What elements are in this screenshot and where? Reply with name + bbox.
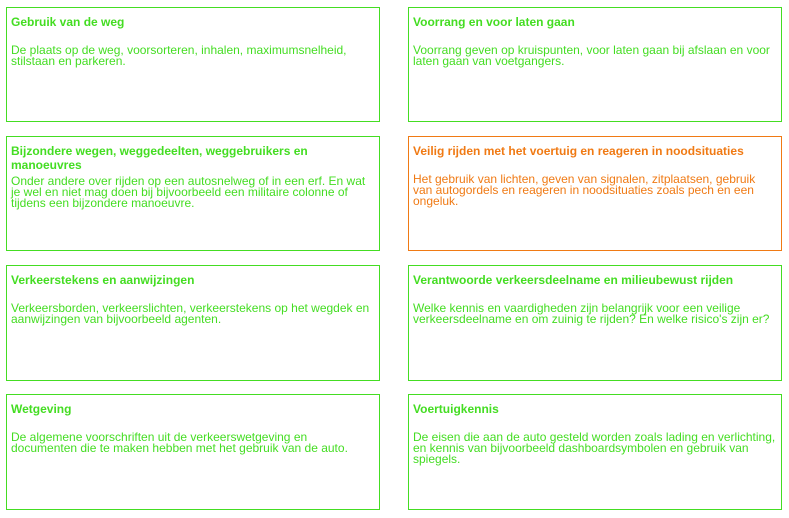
card-title: Gebruik van de weg xyxy=(11,15,125,29)
card-description: De eisen die aan de auto gesteld worden zoals lading en verlichting, en kennis van bijvoorbeeld dashboardsymbolen en gebruik van spiegels. xyxy=(413,430,776,466)
card-description: Verkeersborden, verkeerslichten, verkeerstekens op het wegdek en aanwijzingen van bijvoorbeeld agenten. xyxy=(11,301,370,326)
card-verantwoorde-verkeersdeelname[interactable] xyxy=(408,265,782,381)
card-title: Bijzondere wegen, weggedeelten, weggebruikers en manoeuvres xyxy=(11,144,308,172)
card-title: Veilig rijden met het voertuig en reageren in noodsituaties xyxy=(413,144,744,158)
card-description: De algemene voorschriften uit de verkeerswetgeving en documenten die te maken hebben met het gebruik van de auto. xyxy=(11,430,348,455)
card-description: De plaats op de weg, voorsorteren, inhalen, maximumsnelheid, stilstaan en parkeren. xyxy=(11,43,347,68)
card-title: Voorrang en voor laten gaan xyxy=(413,15,575,29)
card-wetgeving[interactable] xyxy=(6,394,380,510)
card-description: Het gebruik van lichten, geven van signalen, zitplaatsen, gebruik van autogordels en reageren in noodsituaties zoals pech en een ongeluk. xyxy=(413,172,756,208)
card-description: Voorrang geven op kruispunten, voor laten gaan bij afslaan en voor laten gaan van voetgangers. xyxy=(413,43,770,68)
card-verkeerstekens[interactable] xyxy=(6,265,380,381)
card-gebruik-van-de-weg[interactable] xyxy=(6,7,380,122)
card-description: Welke kennis en vaardigheden zijn belangrijk voor een veilige verkeersdeelname en om zuinig te rijden? En welke risico's zijn er? xyxy=(413,301,770,326)
card-title: Verkeerstekens en aanwijzingen xyxy=(11,273,195,287)
card-veilig-rijden[interactable] xyxy=(408,136,782,251)
card-title: Voertuigkennis xyxy=(413,402,499,416)
card-voorrang[interactable] xyxy=(408,7,782,122)
card-voertuigkennis[interactable] xyxy=(408,394,782,510)
card-title: Verantwoorde verkeersdeelname en milieubewust rijden xyxy=(413,273,734,287)
card-bijzondere-wegen[interactable] xyxy=(6,136,380,251)
card-title: Wetgeving xyxy=(11,402,72,416)
card-description: Onder andere over rijden op een autosnelweg of in een erf. En wat je wel en niet mag doen bij bijvoorbeeld een militaire colonne of tijdens een bijzondere manoeuvre. xyxy=(11,174,366,210)
